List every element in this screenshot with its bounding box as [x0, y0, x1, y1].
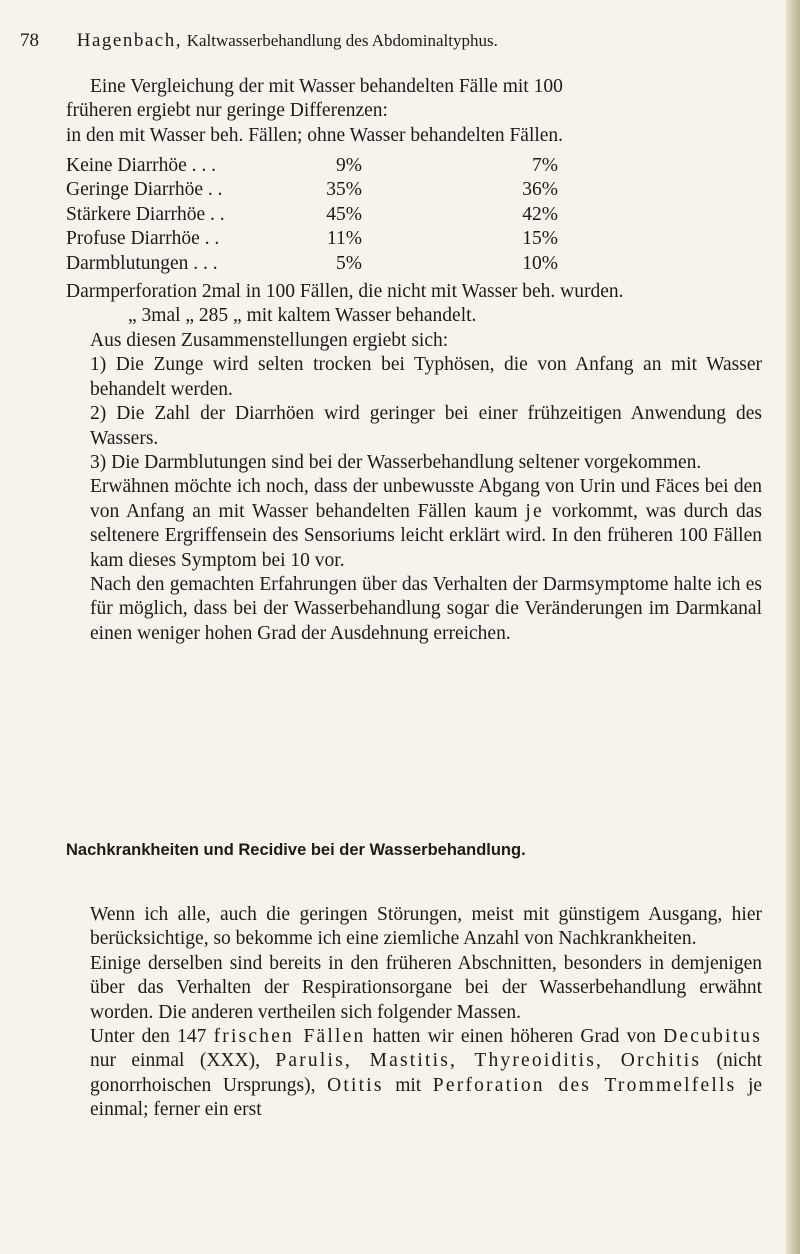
row-label: Profuse Diarrhöe . .	[66, 228, 220, 250]
section-paragraph-3	[66, 1025, 762, 1123]
section-paragraph-1: Wenn ich alle, auch die geringen Störungen, meist mit günstigem Ausgang, hier berücksichtige, so bekomme ich eine ziemliche Anzahl von Nachkrankheiten.	[90, 904, 762, 950]
conclusion-item-2: 2) Die Zahl der Diarrhöen wird geringer bei einer frühzeitigen Anwendung des Wassers.	[90, 403, 762, 449]
table-row	[66, 203, 558, 227]
spaced-text: frischen Fällen	[213, 1026, 366, 1048]
spaced-text: je	[525, 500, 544, 522]
intro-line-3: in den mit Wasser beh. Fällen; ohne Wasser behandelten Fällen.	[66, 124, 564, 146]
text-run: vorkommt, was durch das seltenere Ergriffensein des Sensoriums leicht erklärt wird. In den früheren 100 Fällen kam dieses Symptom bei 10 vor.	[90, 500, 763, 571]
intro-line-2: früheren ergiebt nur geringe Differenzen:	[66, 100, 388, 122]
table-row	[66, 178, 558, 202]
conclusions-block	[66, 329, 762, 646]
comparison-table	[66, 154, 558, 276]
with-water-value: 5%	[336, 252, 362, 274]
text-run: (nicht gonorrhoischen Ursprungs),	[90, 1050, 763, 1096]
with-water-value: 45%	[326, 203, 362, 225]
perforation-line-1: Darmperforation 2mal in 100 Fällen, die nicht mit Wasser beh. wurden.	[66, 281, 624, 302]
text-run: mit	[395, 1074, 422, 1096]
text-run: Erwähnen möchte ich noch, dass der unbewusste Abgang von Urin und Fäces bei den von Anfang an mit Wasser behandelten Fällen kaum	[90, 476, 762, 522]
spaced-text: Parulis, Mastitis, Thyreoiditis, Orchitis	[275, 1050, 702, 1072]
header-title: Kaltwasserbehandlung des Abdominaltyphus.	[186, 31, 498, 50]
conclusion-item-1: 1) Die Zunge wird selten trocken bei Typhösen, die von Anfang an mit Wasser behandelt werden.	[90, 354, 762, 400]
running-header	[20, 30, 760, 52]
text-run: Unter den 147	[90, 1026, 207, 1048]
intro-line-1: Eine Vergleichung der mit Wasser behandelten Fälle mit 100	[90, 76, 563, 97]
without-water-value: 10%	[522, 252, 558, 274]
with-water-value: 9%	[336, 155, 362, 176]
with-water-value: 11%	[326, 228, 362, 250]
without-water-value: 36%	[522, 179, 558, 201]
spaced-text: Otitis	[327, 1074, 384, 1096]
conclusions-lead: Aus diesen Zusammenstellungen ergiebt sich:	[90, 330, 449, 351]
without-water-value: 42%	[522, 203, 558, 225]
paragraph-darmsymptome: Nach den gemachten Erfahrungen über das Verhalten der Darmsymptome halte ich es für möglich, dass bei der Wasserbehandlung sogar die Veränderungen im Darmkanal einen weniger hohen Grad der Ausdehnung erreichen.	[90, 574, 762, 644]
without-water-value: 7%	[532, 155, 558, 176]
row-label: Geringe Diarrhöe . .	[66, 179, 223, 201]
perforation-block	[66, 280, 762, 329]
table-row	[66, 252, 558, 276]
section-body	[66, 903, 762, 1123]
header-author: Hagenbach,	[76, 30, 182, 51]
row-label: Keine Diarrhöe . . .	[66, 155, 216, 176]
without-water-value: 15%	[522, 228, 558, 250]
text-run: nur einmal (XXX),	[90, 1050, 260, 1072]
spaced-text: Decubitus	[663, 1026, 763, 1048]
page-edge	[786, 0, 800, 1254]
intro-block	[66, 75, 762, 148]
perforation-line-2: „ 3mal „ 285 „ mit kaltem Wasser behandelt.	[128, 305, 477, 327]
section-heading: Nachkrankheiten und Recidive bei der Wasserbehandlung.	[66, 841, 526, 859]
section-paragraph-2: Einige derselben sind bereits in den früheren Abschnitten, besonders in demjenigen über das Verhalten der Respirationsorgane bei der Wasserbehandlung erwähnt worden. Die anderen vertheilen sich folgender Massen.	[90, 952, 762, 1023]
page-number: 78	[20, 30, 39, 51]
text-run: je einmal; ferner ein erst	[90, 1074, 763, 1121]
with-water-value: 35%	[326, 179, 362, 201]
paragraph-urin	[66, 475, 762, 573]
spaced-text: Perforation des Trommelfells	[432, 1074, 737, 1096]
text-run: hatten wir einen höheren Grad von	[372, 1026, 656, 1048]
table-row	[66, 227, 558, 251]
row-label: Darmblutungen . . .	[66, 252, 218, 274]
row-label: Stärkere Diarrhöe . .	[66, 203, 225, 225]
conclusion-item-3: 3) Die Darmblutungen sind bei der Wasserbehandlung seltener vorgekommen.	[90, 452, 702, 474]
table-row	[66, 154, 558, 178]
